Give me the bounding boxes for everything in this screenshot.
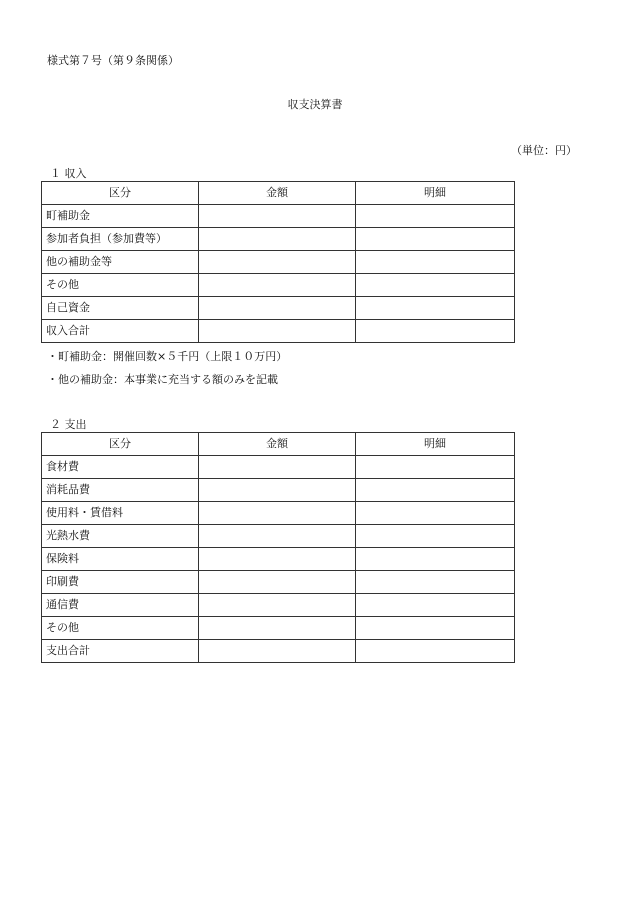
row-category: 食材費	[42, 456, 199, 479]
table-row	[42, 456, 515, 479]
row-category: 印刷費	[42, 571, 199, 594]
expense-table	[41, 432, 515, 663]
amount-cell[interactable]	[199, 617, 356, 640]
table-row	[42, 525, 515, 548]
amount-cell[interactable]	[199, 228, 356, 251]
row-category: 自己資金	[42, 297, 199, 320]
row-category: 消耗品費	[42, 479, 199, 502]
amount-cell[interactable]	[199, 640, 356, 663]
document-title: 収支決算書	[287, 98, 343, 111]
amount-cell[interactable]	[199, 548, 356, 571]
table-row	[42, 502, 515, 525]
amount-cell[interactable]	[199, 525, 356, 548]
header-category: 区分	[42, 182, 199, 205]
income-header-row	[42, 182, 515, 205]
details-cell[interactable]	[356, 456, 515, 479]
details-cell[interactable]	[356, 548, 515, 571]
table-row	[42, 479, 515, 502]
row-category: 参加者負担（参加費等）	[42, 228, 199, 251]
details-cell[interactable]	[356, 205, 515, 228]
table-row	[42, 205, 515, 228]
income-total-row	[42, 320, 515, 343]
amount-cell[interactable]	[199, 594, 356, 617]
amount-cell[interactable]	[199, 479, 356, 502]
table-row	[42, 617, 515, 640]
note-other-subsidy: ・他の補助金：本事業に充当する額のみを記載	[47, 373, 278, 386]
income-total-label: 収入合計	[42, 320, 199, 343]
header-details: 明細	[356, 433, 515, 456]
form-number-label: 様式第７号（第９条関係）	[47, 54, 179, 67]
table-row	[42, 228, 515, 251]
row-category: 使用料・賃借料	[42, 502, 199, 525]
amount-cell[interactable]	[199, 251, 356, 274]
details-cell[interactable]	[356, 228, 515, 251]
details-cell[interactable]	[356, 617, 515, 640]
details-cell[interactable]	[356, 571, 515, 594]
details-cell[interactable]	[356, 274, 515, 297]
table-row	[42, 571, 515, 594]
expense-header-row	[42, 433, 515, 456]
details-cell[interactable]	[356, 479, 515, 502]
income-section-heading: １ 収入	[50, 167, 87, 180]
row-category: 光熱水費	[42, 525, 199, 548]
amount-cell[interactable]	[199, 274, 356, 297]
details-cell[interactable]	[356, 297, 515, 320]
details-cell[interactable]	[356, 594, 515, 617]
amount-cell[interactable]	[199, 205, 356, 228]
details-cell[interactable]	[356, 320, 515, 343]
row-category: 町補助金	[42, 205, 199, 228]
table-row	[42, 594, 515, 617]
row-category: 保険料	[42, 548, 199, 571]
details-cell[interactable]	[356, 640, 515, 663]
note-town-subsidy: ・町補助金：開催回数×５千円（上限１０万円）	[47, 350, 288, 363]
table-row	[42, 274, 515, 297]
expense-total-label: 支出合計	[42, 640, 199, 663]
expense-section-heading: ２ 支出	[50, 418, 87, 431]
income-table	[41, 181, 515, 343]
amount-cell[interactable]	[199, 571, 356, 594]
header-amount: 金額	[199, 433, 356, 456]
row-category: その他	[42, 274, 199, 297]
amount-cell[interactable]	[199, 297, 356, 320]
table-row	[42, 251, 515, 274]
header-details: 明細	[356, 182, 515, 205]
amount-cell[interactable]	[199, 502, 356, 525]
expense-total-row	[42, 640, 515, 663]
details-cell[interactable]	[356, 502, 515, 525]
row-category: 他の補助金等	[42, 251, 199, 274]
details-cell[interactable]	[356, 525, 515, 548]
row-category: その他	[42, 617, 199, 640]
table-row	[42, 548, 515, 571]
row-category: 通信費	[42, 594, 199, 617]
header-category: 区分	[42, 433, 199, 456]
details-cell[interactable]	[356, 251, 515, 274]
unit-label: （単位：円）	[511, 144, 577, 157]
amount-cell[interactable]	[199, 456, 356, 479]
header-amount: 金額	[199, 182, 356, 205]
amount-cell[interactable]	[199, 320, 356, 343]
table-row	[42, 297, 515, 320]
